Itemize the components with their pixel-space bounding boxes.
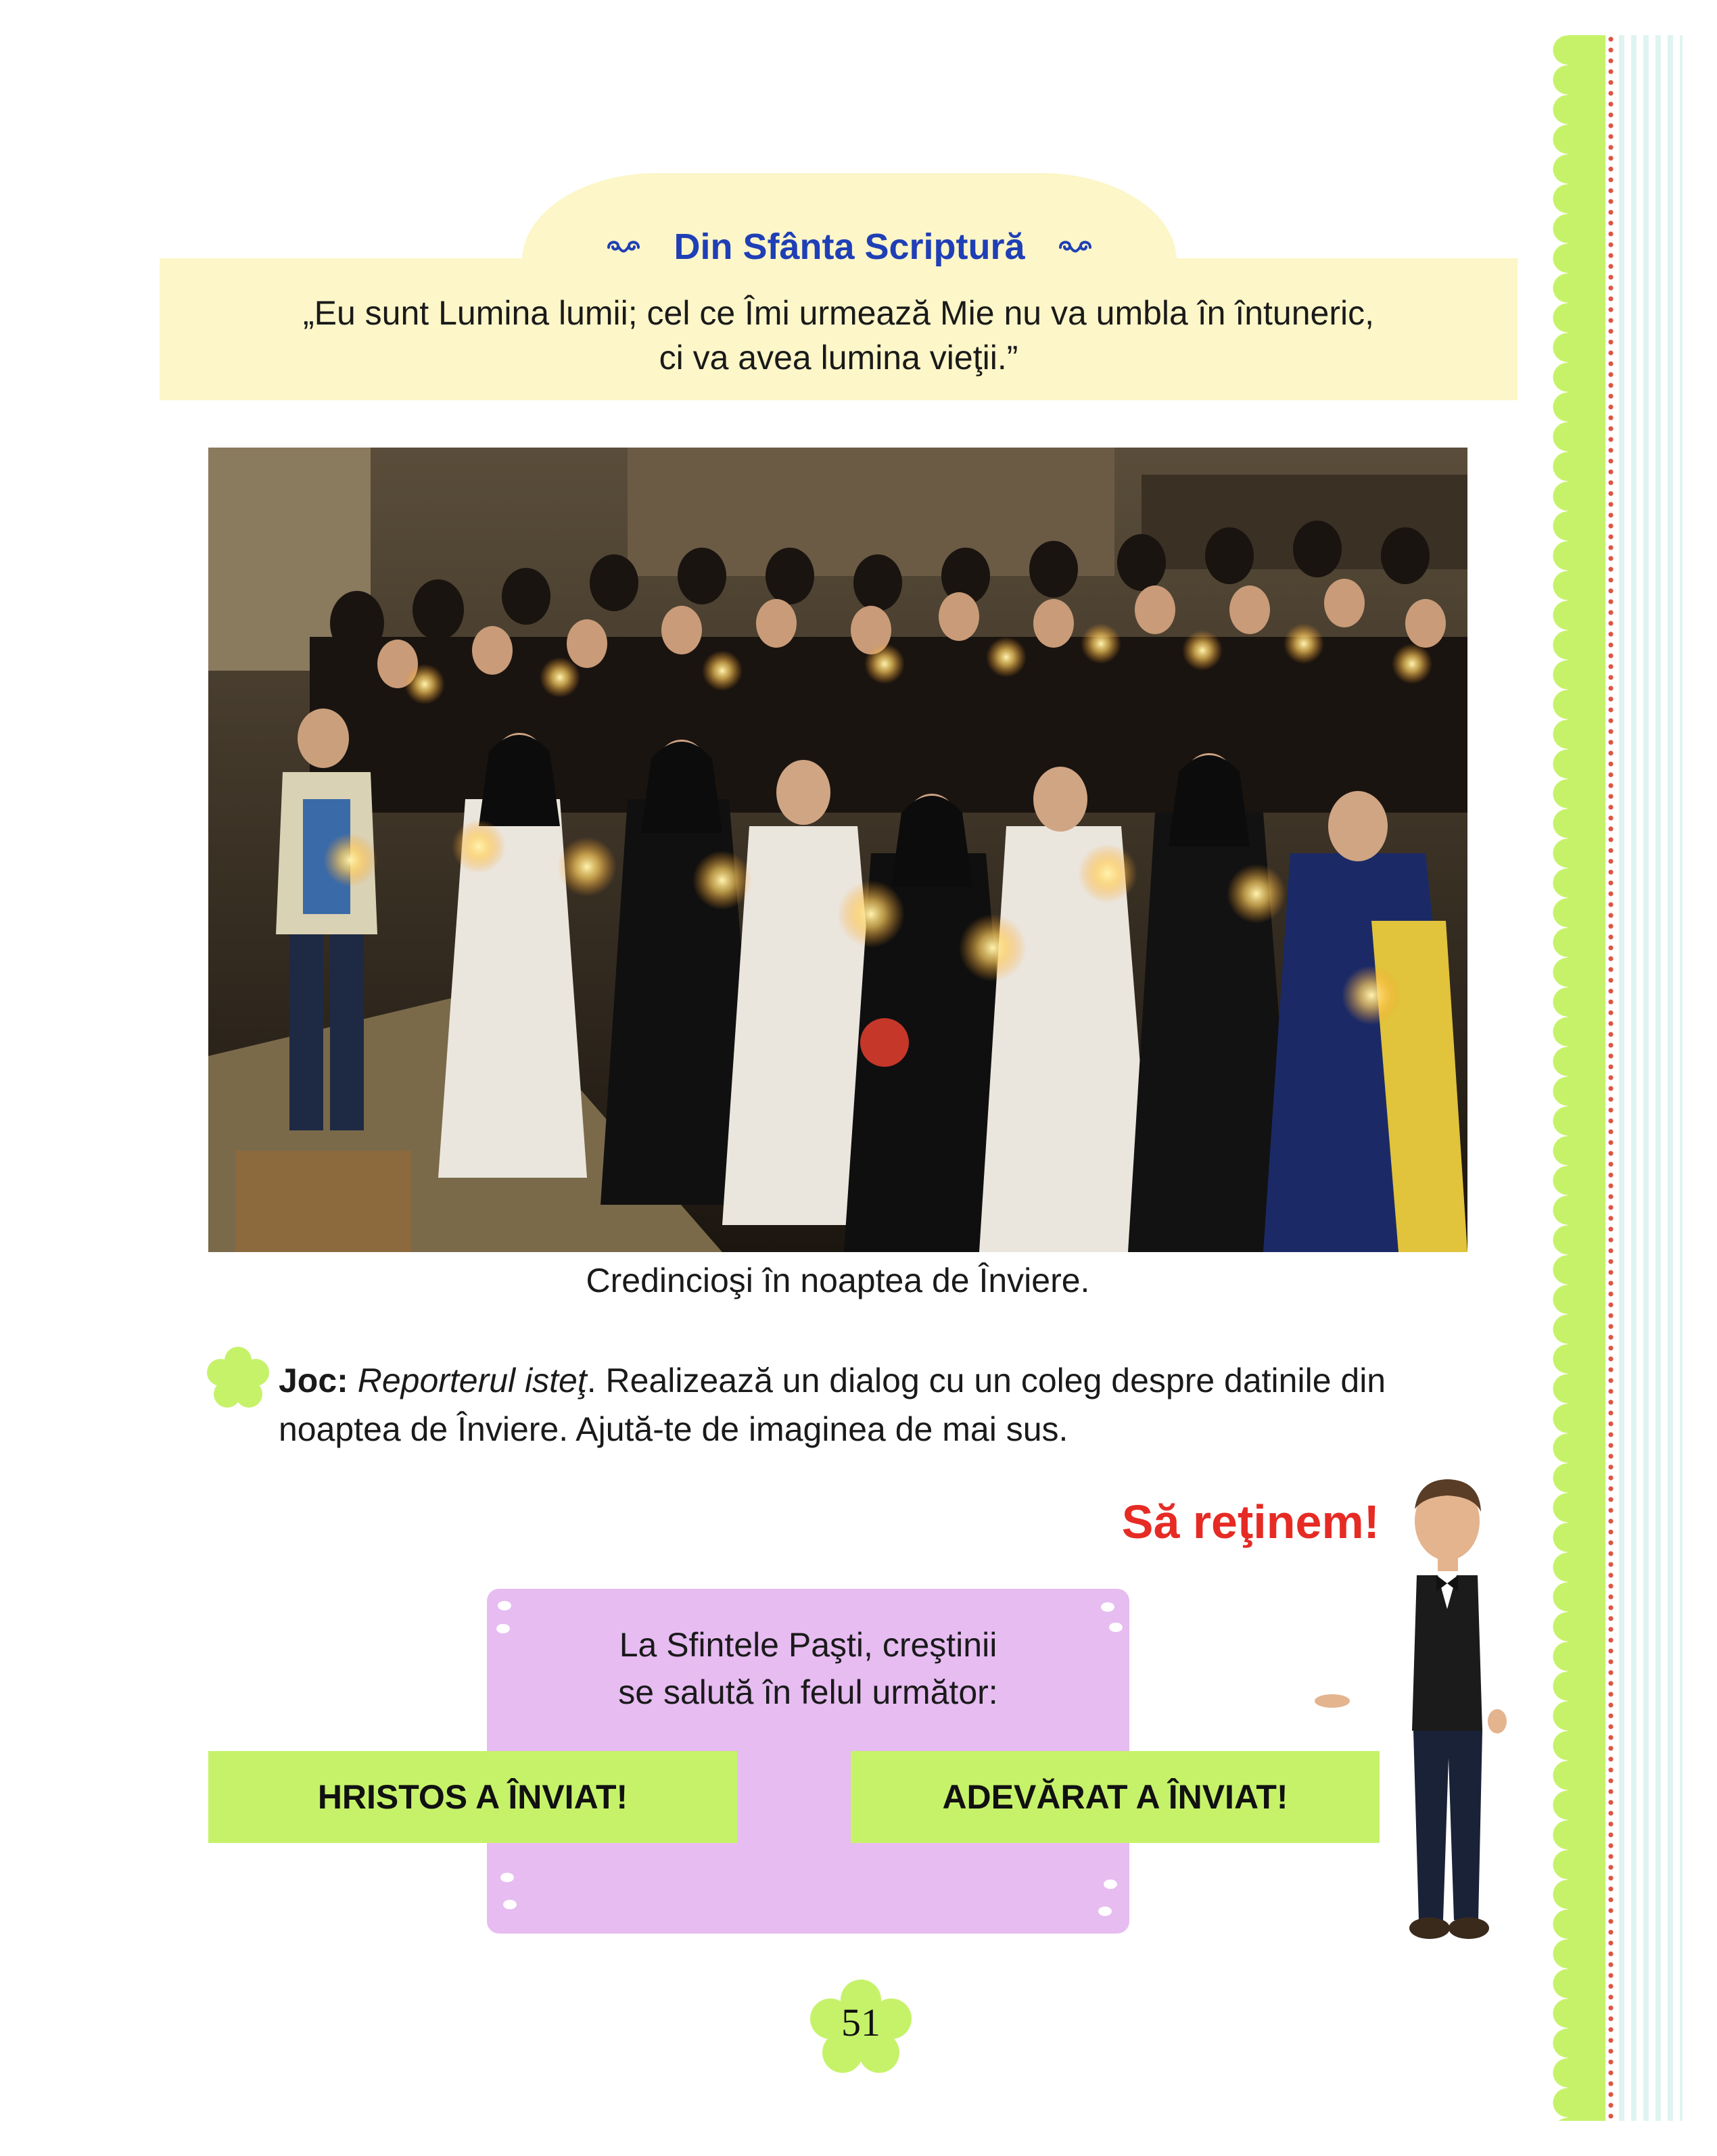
scripture-quote bbox=[160, 291, 1518, 380]
dotted-line bbox=[1608, 35, 1614, 2121]
activity-title: Reporterul isteţ bbox=[357, 1362, 587, 1399]
note-text bbox=[487, 1621, 1129, 1716]
card-hole bbox=[1101, 1602, 1114, 1612]
flower-bullet-icon bbox=[204, 1345, 272, 1413]
response-box bbox=[851, 1751, 1380, 1843]
striped-band bbox=[1619, 35, 1683, 2121]
activity-label: Joc: bbox=[279, 1362, 348, 1399]
swirl-ornament-icon bbox=[605, 237, 642, 257]
scripture-heading-text: Din Sfânta Scriptură bbox=[674, 226, 1025, 267]
photo-caption: Credincioşi în noaptea de Înviere. bbox=[586, 1262, 1090, 1299]
boy-illustration bbox=[1305, 1474, 1549, 1961]
page-number: 51 bbox=[841, 2001, 880, 2044]
decorative-side-border bbox=[1568, 35, 1683, 2121]
activity-text bbox=[279, 1356, 1496, 1454]
card-hole bbox=[503, 1900, 517, 1909]
greeting-box bbox=[208, 1751, 737, 1843]
card-hole bbox=[498, 1601, 511, 1610]
card-hole bbox=[1098, 1907, 1112, 1916]
remember-title: Să reţinem! bbox=[1121, 1495, 1380, 1548]
scripture-heading bbox=[522, 223, 1177, 270]
quote-line: „Eu sunt Lumina lumii; cel ce Îmi urmează Mie nu va umbla în întuneric, bbox=[302, 294, 1374, 332]
greeting-text: HRISTOS A ÎNVIAT! bbox=[317, 1778, 628, 1816]
activity-text-part: . Realizează un dialog cu un coleg despre datinile din bbox=[586, 1362, 1386, 1399]
card-hole bbox=[500, 1873, 514, 1882]
quote-line: ci va avea lumina vieţii.” bbox=[659, 339, 1018, 377]
swirl-ornament-icon bbox=[1056, 237, 1094, 257]
card-hole bbox=[1104, 1879, 1117, 1889]
activity-line bbox=[279, 1356, 1496, 1405]
easter-night-photo bbox=[208, 448, 1467, 1252]
lime-strip bbox=[1568, 35, 1605, 2121]
activity-line: noaptea de Înviere. Ajută-te de imaginea de mai sus. bbox=[279, 1410, 1068, 1448]
response-text: ADEVĂRAT A ÎNVIAT! bbox=[942, 1778, 1288, 1816]
note-line: La Sfintele Paşti, creştinii bbox=[619, 1626, 997, 1664]
note-line: se salută în felul următor: bbox=[618, 1673, 998, 1711]
